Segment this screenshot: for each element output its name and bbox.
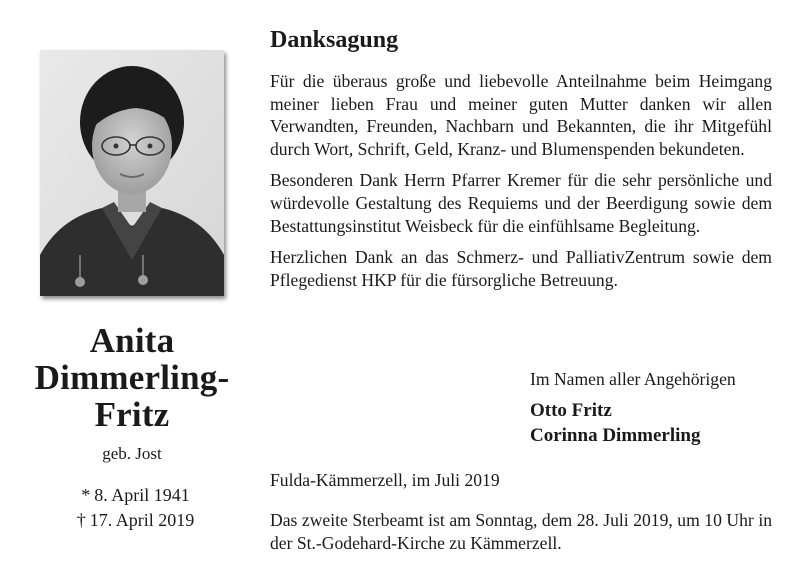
portrait-photo (40, 50, 224, 296)
signer-name: Corinna Dimmerling (530, 425, 701, 446)
service-note: Das zweite Sterbeamt ist am Sonntag, dem 28. Juli 2019, um 10 Uhr in der St.-Godehard-Kirche zu Kämmerzell. (270, 510, 772, 553)
birth-star-icon: * (81, 485, 91, 505)
thanks-paragraph: Herzlichen Dank an das Schmerz- und PalliativZentrum sowie dem Pflegedienst HKP für die fürsorgliche Betreuung. (270, 247, 772, 290)
birth-date: 8. April 1941 (94, 485, 190, 505)
acknowledgement-text (270, 22, 772, 300)
thanks-paragraph: Für die überaus große und liebevolle Anteilnahme beim Heimgang meiner lieben Frau und meiner guten Mutter danken wir allen Verwandten, Freunden, Nachbarn und Bekannten, die ihr Mitgefühl durch Wort, Schrift, Geld, Kranz- und Blumenspenden bekundeten. (270, 71, 772, 159)
maiden-name: geb. Jost (102, 444, 162, 463)
thanks-paragraph: Besonderen Dank Herrn Pfarrer Kremer für die sehr persönliche und würdevolle Gestaltung des Requiems und der Beerdigung sowie dem Bestattungsinstitut Weisbeck für die einfühlsame Begleitung. (270, 170, 772, 236)
place-date: Fulda-Kämmerzell, im Juli 2019 (270, 470, 500, 490)
deceased-name (20, 322, 244, 433)
signer-name: Otto Fritz (530, 400, 612, 421)
notice-title: Danksagung (270, 27, 399, 53)
name-line: Fritz (94, 395, 170, 434)
death-cross-icon: † (76, 510, 86, 530)
life-dates (20, 483, 244, 533)
birth-date-row (20, 483, 244, 508)
name-line: Dimmerling- (34, 358, 230, 397)
on-behalf-line: Im Namen aller Angehörigen (530, 369, 736, 389)
signature-block (530, 368, 780, 448)
name-line: Anita (89, 321, 175, 360)
death-date: 17. April 2019 (89, 510, 195, 530)
death-date-row (20, 508, 244, 533)
